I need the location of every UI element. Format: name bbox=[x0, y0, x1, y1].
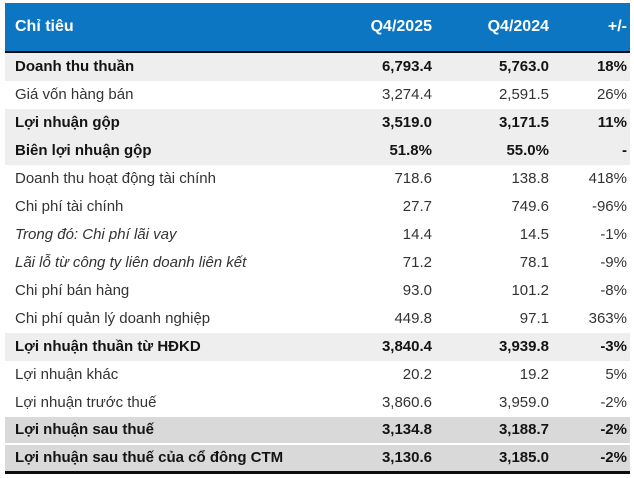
row-label: Lợi nhuận khác bbox=[15, 366, 119, 383]
row-label: Lợi nhuận gộp bbox=[15, 114, 120, 131]
row-value: 3,939.8 bbox=[498, 338, 549, 355]
row-change-value: 26% bbox=[596, 86, 627, 103]
table-body bbox=[5, 52, 630, 473]
row-label: Lợi nhuận sau thuế của cổ đông CTM bbox=[5, 444, 335, 473]
table-row bbox=[5, 305, 630, 333]
row-value: 14.4 bbox=[402, 226, 432, 243]
row-label: Doanh thu hoạt động tài chính bbox=[15, 170, 216, 187]
row-change-value: -2% bbox=[552, 444, 630, 473]
row-value: 718.6 bbox=[394, 170, 432, 187]
row-value: 3,130.6 bbox=[335, 444, 435, 473]
row-change-value: -9% bbox=[600, 254, 627, 271]
row-value: 3,134.8 bbox=[381, 421, 432, 438]
row-value: 3,171.5 bbox=[498, 114, 549, 131]
row-change-value: -3% bbox=[600, 338, 627, 355]
row-value: 749.6 bbox=[511, 198, 549, 215]
table-row bbox=[5, 249, 630, 277]
row-value: 20.2 bbox=[402, 366, 432, 383]
table-row bbox=[5, 389, 630, 417]
table-row bbox=[5, 361, 630, 389]
row-value: 6,793.4 bbox=[381, 58, 432, 75]
row-change-value: -8% bbox=[600, 282, 627, 299]
row-value: 3,860.6 bbox=[381, 394, 432, 411]
row-label: Trong đó: Chi phí lãi vay bbox=[15, 226, 177, 243]
row-label: Biên lợi nhuận gộp bbox=[15, 142, 152, 159]
row-label: Chi phí bán hàng bbox=[15, 282, 130, 299]
row-value: 3,274.4 bbox=[381, 86, 432, 103]
table-row bbox=[5, 333, 630, 361]
row-label: Lợi nhuận sau thuế bbox=[15, 421, 154, 438]
table-row bbox=[5, 52, 630, 81]
row-change-value: - bbox=[622, 142, 627, 159]
header-q4-2025: Q4/2025 bbox=[335, 3, 435, 52]
table-row bbox=[5, 137, 630, 165]
row-value: 71.2 bbox=[402, 254, 432, 271]
table-row bbox=[5, 221, 630, 249]
row-change-value: 363% bbox=[588, 310, 627, 327]
row-label: Doanh thu thuần bbox=[15, 58, 135, 75]
row-value: 27.7 bbox=[402, 198, 432, 215]
row-label: Lợi nhuận trước thuế bbox=[15, 394, 157, 411]
row-value: 3,840.4 bbox=[381, 338, 432, 355]
row-change-value: 11% bbox=[597, 114, 627, 131]
row-value: 3,519.0 bbox=[381, 114, 432, 131]
row-value: 78.1 bbox=[519, 254, 549, 271]
row-value: 3,188.7 bbox=[498, 421, 549, 438]
table-row bbox=[5, 277, 630, 305]
row-value: 55.0% bbox=[506, 142, 549, 159]
row-change-value: -96% bbox=[591, 198, 627, 215]
row-label: Chi phí quản lý doanh nghiệp bbox=[15, 310, 211, 327]
row-value: 14.5 bbox=[519, 226, 549, 243]
row-change-value: -2% bbox=[600, 394, 627, 411]
table-row bbox=[5, 81, 630, 109]
table-row bbox=[5, 444, 630, 473]
row-label: Lãi lỗ từ công ty liên doanh liên kết bbox=[15, 254, 247, 271]
table-row bbox=[5, 109, 630, 137]
row-change-value: -2% bbox=[600, 421, 627, 438]
table-row bbox=[5, 193, 630, 221]
row-value: 449.8 bbox=[394, 310, 432, 327]
row-value: 5,763.0 bbox=[498, 58, 549, 75]
row-change-value: 418% bbox=[588, 170, 627, 187]
row-value: 3,185.0 bbox=[435, 444, 552, 473]
header-chi-tieu: Chỉ tiêu bbox=[5, 3, 335, 52]
header-row bbox=[5, 3, 630, 52]
row-change-value: -1% bbox=[600, 226, 627, 243]
row-value: 51.8% bbox=[389, 142, 432, 159]
row-label: Giá vốn hàng bán bbox=[15, 86, 134, 103]
row-value: 97.1 bbox=[519, 310, 549, 327]
table-header bbox=[5, 3, 630, 52]
row-label: Lợi nhuận thuần từ HĐKD bbox=[15, 338, 201, 355]
table-row bbox=[5, 165, 630, 193]
financial-results-table bbox=[5, 3, 630, 474]
row-label: Chi phí tài chính bbox=[15, 198, 124, 215]
row-value: 138.8 bbox=[511, 170, 549, 187]
header-change: +/- bbox=[552, 3, 630, 52]
row-change-value: 5% bbox=[605, 366, 627, 383]
row-value: 93.0 bbox=[402, 282, 432, 299]
header-q4-2024: Q4/2024 bbox=[435, 3, 552, 52]
row-value: 2,591.5 bbox=[498, 86, 549, 103]
row-value: 101.2 bbox=[511, 282, 549, 299]
row-value: 19.2 bbox=[519, 366, 549, 383]
table-row bbox=[5, 417, 630, 444]
row-value: 3,959.0 bbox=[498, 394, 549, 411]
row-change-value: 18% bbox=[596, 58, 627, 75]
